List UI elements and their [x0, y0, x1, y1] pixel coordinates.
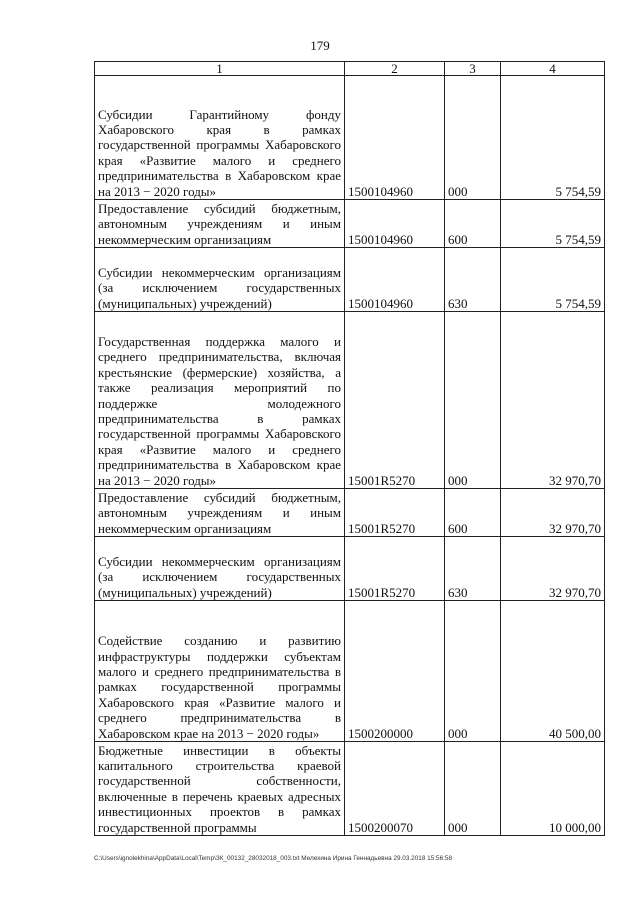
row-expense-type: 000 [445, 312, 501, 489]
table-row [95, 742, 605, 836]
row-expense-type: 600 [445, 489, 501, 537]
table-header-row [95, 62, 605, 76]
row-amount: 32 970,70 [501, 537, 605, 601]
row-description: Государственная поддержка малого и среднего предпринимательства, включая крестьянские (фермерские) хозяйства, а также реализация мероприятий по поддержке молодежного предпринимательства в рамках государственной программы Хабаровского края «Развитие малого и среднего предпринимательства в Хабаровском крае на 2013 − 2020 годы» [95, 312, 345, 489]
table-row [95, 76, 605, 200]
row-expense-type: 630 [445, 537, 501, 601]
row-amount: 5 754,59 [501, 248, 605, 312]
row-target-code: 1500104960 [345, 76, 445, 200]
row-expense-type: 630 [445, 248, 501, 312]
row-description: Субсидии некоммерческим организациям (за исключением государственных (муниципальных) учреждений) [95, 248, 345, 312]
row-amount: 5 754,59 [501, 200, 605, 248]
row-expense-type: 000 [445, 601, 501, 742]
header-col-2: 2 [345, 62, 445, 76]
page-number: 179 [310, 38, 330, 53]
row-target-code: 15001R5270 [345, 489, 445, 537]
row-target-code: 1500104960 [345, 200, 445, 248]
row-description: Содействие созданию и развитию инфраструктуры поддержки субъектам малого и среднего предпринимательства в рамках государственной программы Хабаровского края «Развитие малого и среднего предпринимательства в Хабаровском крае на 2013 − 2020 годы» [95, 601, 345, 742]
header-col-1: 1 [95, 62, 345, 76]
row-expense-type: 000 [445, 742, 501, 836]
row-target-code: 1500104960 [345, 248, 445, 312]
table-row [95, 489, 605, 537]
row-description: Предоставление субсидий бюджетным, автономным учреждениям и иным некоммерческим организациям [95, 489, 345, 537]
table-row [95, 312, 605, 489]
row-amount: 32 970,70 [501, 489, 605, 537]
row-target-code: 1500200070 [345, 742, 445, 836]
row-description: Субсидии некоммерческим организациям (за исключением государственных (муниципальных) учреждений) [95, 537, 345, 601]
row-expense-type: 000 [445, 76, 501, 200]
row-target-code: 1500200000 [345, 601, 445, 742]
table-row [95, 248, 605, 312]
table-row [95, 200, 605, 248]
budget-table [94, 61, 605, 836]
row-target-code: 15001R5270 [345, 537, 445, 601]
row-amount: 5 754,59 [501, 76, 605, 200]
row-amount: 10 000,00 [501, 742, 605, 836]
row-amount: 32 970,70 [501, 312, 605, 489]
row-expense-type: 600 [445, 200, 501, 248]
header-col-3: 3 [445, 62, 501, 76]
table-row [95, 537, 605, 601]
header-col-4: 4 [501, 62, 605, 76]
row-description: Предоставление субсидий бюджетным, автономным учреждениям и иным некоммерческим организациям [95, 200, 345, 248]
row-description: Субсидии Гарантийному фонду Хабаровского края в рамках государственной программы Хабаровского края «Развитие малого и среднего предпринимательства в Хабаровском крае на 2013 − 2020 годы» [95, 76, 345, 200]
table-row [95, 601, 605, 742]
row-target-code: 15001R5270 [345, 312, 445, 489]
row-description: Бюджетные инвестиции в объекты капитального строительства краевой государственной собственности, включенные в перечень краевых адресных инвестиционных проектов в рамках государственной программы [95, 742, 345, 836]
file-path-footer: C:\Users\ignolekhina\AppData\Local\Temp\ЗК_00132_28032018_003.txt Мелехина Ирина Геннадьевна 29.03.2018 15:56:58 [94, 855, 453, 862]
row-amount: 40 500,00 [501, 601, 605, 742]
